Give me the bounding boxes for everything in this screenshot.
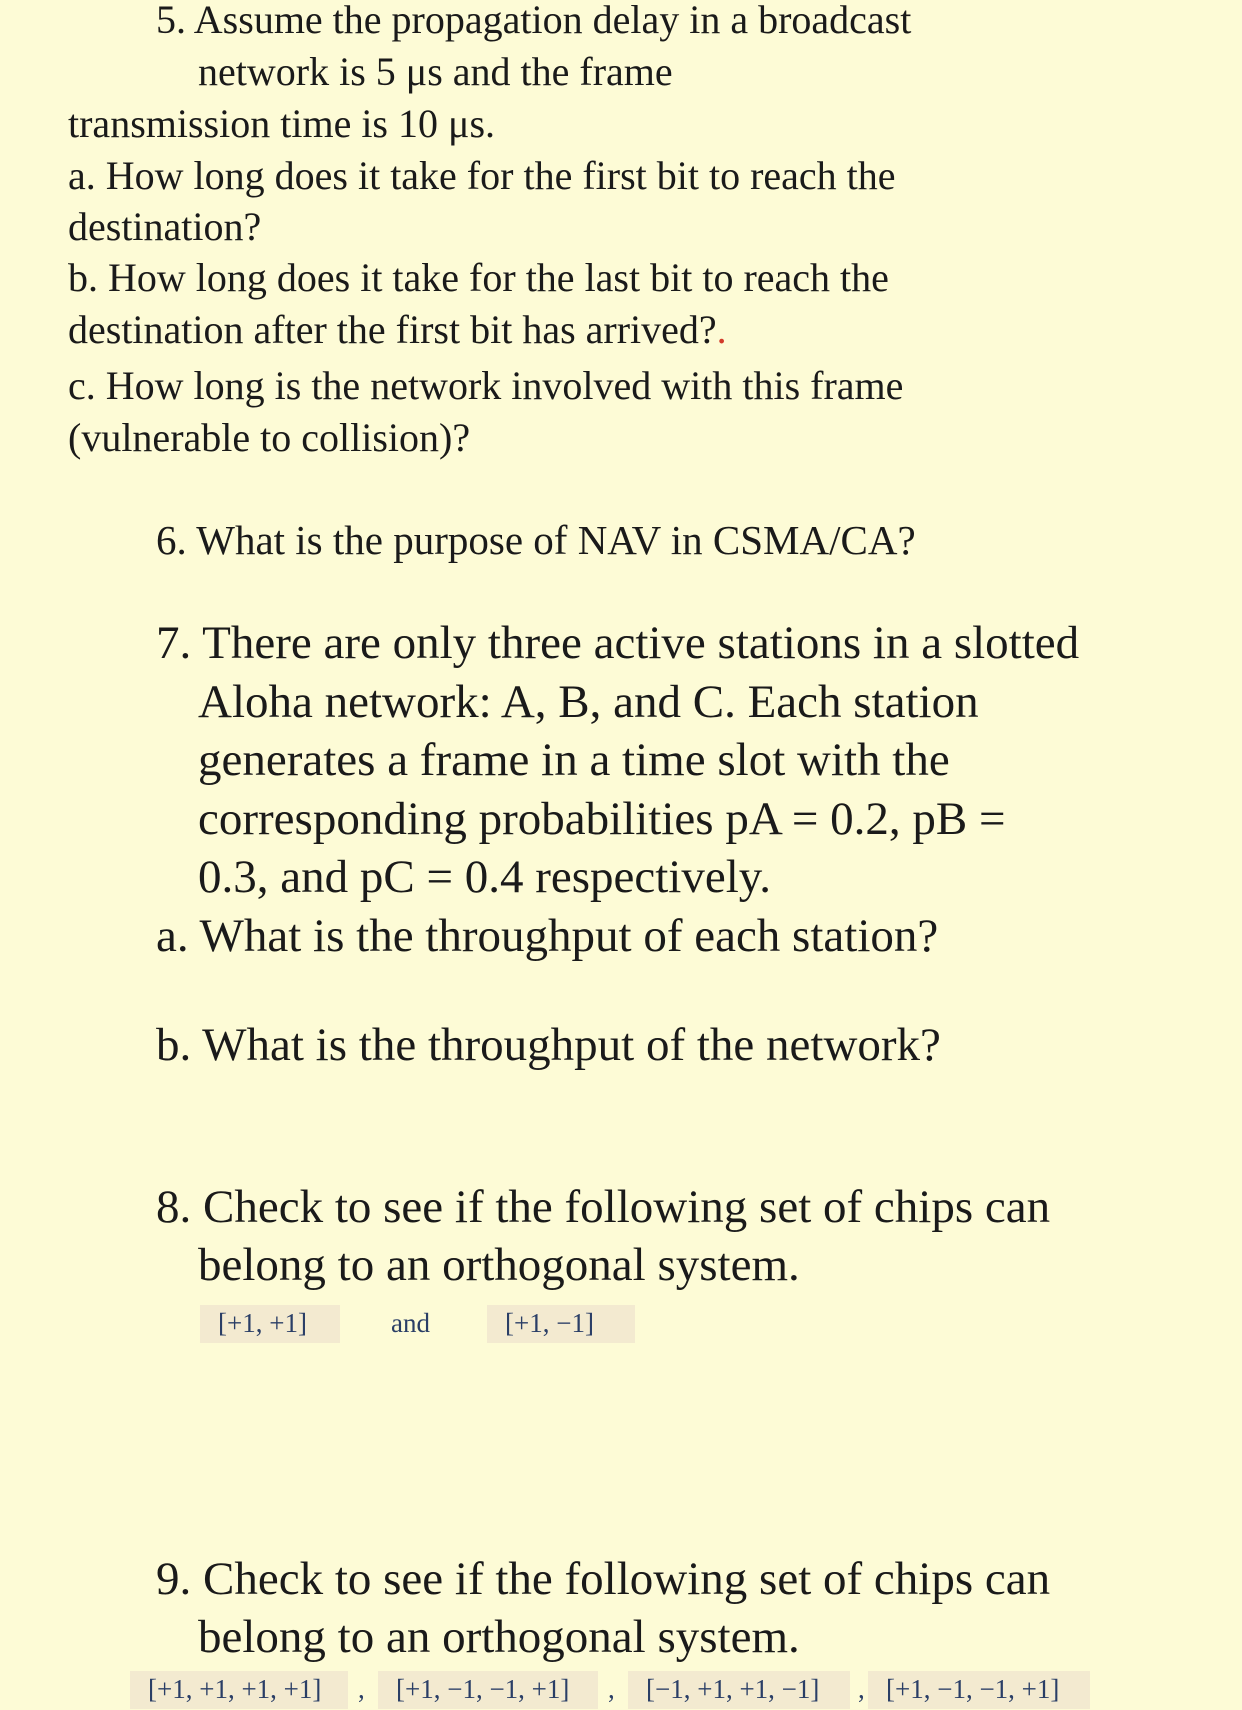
q9-line-1: 9. Check to see if the following set of chips can xyxy=(156,1553,1051,1605)
q5a-line-1: a. How long does it take for the first bit to reach the xyxy=(68,153,896,198)
q9-separator-3: , xyxy=(858,1674,865,1704)
q9-separator-2: , xyxy=(608,1674,615,1704)
q7-line-1: 7. There are only three active stations in a slotted xyxy=(156,617,1080,669)
q7-line-4: corresponding probabilities pA = 0.2, pB = xyxy=(198,793,1006,845)
q7a-text: a. What is the throughput of each station? xyxy=(156,910,939,962)
q7-line-2: Aloha network: A, B, and C. Each station xyxy=(198,676,979,728)
q5-line-1: 5. Assume the propagation delay in a broadcast xyxy=(156,0,912,42)
q7-line-5: 0.3, and pC = 0.4 respectively. xyxy=(198,851,771,903)
q8-chip-1: [+1, +1] xyxy=(200,1305,340,1343)
q9-chip-1: [+1, +1, +1, +1] xyxy=(130,1671,348,1709)
q8-line-1: 8. Check to see if the following set of chips can xyxy=(156,1181,1051,1233)
q9-chip-2: [+1, −1, −1, +1] xyxy=(378,1671,598,1709)
q8-chip-2: [+1, −1] xyxy=(487,1305,635,1343)
q7b-text: b. What is the throughput of the network? xyxy=(156,1019,941,1071)
q9-chip-3: [−1, +1, +1, −1] xyxy=(628,1671,850,1709)
q5b-red-period: . xyxy=(716,307,727,352)
q5b-line-2-text: destination after the first bit has arrived? xyxy=(68,307,717,352)
q5c-line-1: c. How long is the network involved with this frame xyxy=(68,363,904,408)
q9-chip-4: [+1, −1, −1, +1] xyxy=(868,1671,1090,1709)
q5-line-3: transmission time is 10 μs. xyxy=(68,101,496,146)
q7-line-3: generates a frame in a time slot with the xyxy=(198,734,950,786)
q5c-line-2: (vulnerable to collision)? xyxy=(68,415,471,460)
q6-text: 6. What is the purpose of NAV in CSMA/CA? xyxy=(156,517,916,563)
q5a-line-2: destination? xyxy=(68,204,262,249)
q8-connector: and xyxy=(391,1308,430,1338)
q5b-line-2 xyxy=(68,307,727,352)
q5-line-2: network is 5 μs and the frame xyxy=(198,49,673,94)
q9-line-2: belong to an orthogonal system. xyxy=(198,1611,800,1663)
q9-separator-1: , xyxy=(358,1674,365,1704)
q8-line-2: belong to an orthogonal system. xyxy=(198,1239,800,1291)
q5b-line-1: b. How long does it take for the last bit to reach the xyxy=(68,255,889,300)
